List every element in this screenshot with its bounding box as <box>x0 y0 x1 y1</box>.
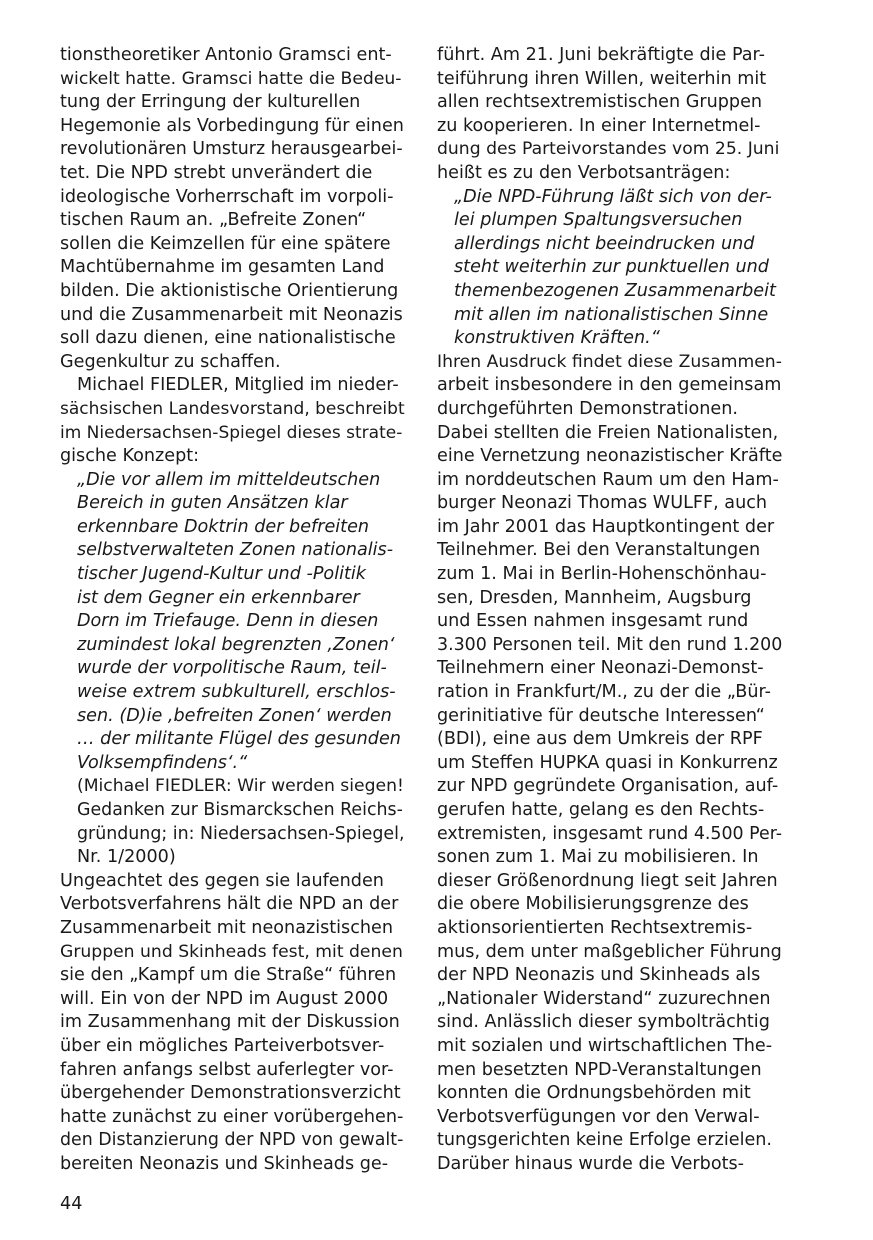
text-line: sonen zum 1. Mai zu mobilisieren. In <box>437 847 759 868</box>
text-line: will. Ein von der NPD im August 2000 <box>60 988 389 1009</box>
text-line: um Steffen HUPKA quasi in Konkurrenz <box>437 752 778 773</box>
text-line: Ihren Ausdruck findet diese Zusammen- <box>437 351 782 372</box>
text-line: zur NPD gegründete Organisation, auf- <box>437 776 779 797</box>
text-line: mus, dem unter maßgeblicher Führung <box>437 941 782 962</box>
text-line: übergehender Demonstrationsverzicht <box>60 1083 401 1104</box>
quote-line: erkennbare Doktrin der befreiten <box>77 516 370 537</box>
text-line: wickelt hatte. Gramsci hatte die Bedeu- <box>60 68 402 89</box>
text-line: Ungeachtet des gegen sie laufenden <box>60 870 384 891</box>
text-line: tet. Die NPD strebt unverändert die <box>60 162 373 183</box>
text-line: aktionsorientierten Rechtsextremis- <box>437 917 753 938</box>
quote-line: … der militante Flügel des gesunden <box>77 729 401 750</box>
text-line: revolutionären Umsturz herausgearbei- <box>60 139 403 160</box>
text-line: Verbotsverfahrens hält die NPD an der <box>60 894 399 915</box>
text-line: Verbotsverfügungen vor den Verwal- <box>437 1106 760 1127</box>
text-line: soll dazu dienen, eine nationalistische <box>60 328 396 349</box>
text-line: sächsischen Landesvorstand, beschreibt <box>60 398 405 419</box>
text-line: (Michael FIEDLER: Wir werden siegen! <box>77 776 404 797</box>
quote-line: zumindest lokal begrenzten ‚Zonen‘ <box>77 634 395 655</box>
text-line: gerufen hatte, gelang es den Rechts- <box>437 800 765 820</box>
text-line: burger Neonazi Thomas WULFF, auch <box>437 493 768 514</box>
text-line: Teilnehmer. Bei den Veranstaltungen <box>437 540 761 561</box>
quote-line: Dorn im Triefauge. Denn in diesen <box>77 611 379 632</box>
quote-line: lei plumpen Spaltungsversuchen <box>454 210 743 231</box>
text-line: und die Zusammenarbeit mit Neonazis <box>60 304 403 325</box>
text-line: (BDI), eine aus dem Umkreis der RPF <box>437 729 763 750</box>
text-line: gerinitiative für deutsche Interessen“ <box>437 705 765 726</box>
quote-line: selbstverwalteten Zonen nationalis- <box>77 540 394 561</box>
right-text-column <box>437 44 782 1177</box>
text-line: im Zusammenhang mit der Diskussion <box>60 1012 400 1033</box>
text-line: ration in Frankfurt/M., zu der die „Bür- <box>437 682 771 703</box>
text-line: im Niedersachsen-Spiegel dieses strate- <box>60 422 403 443</box>
text-line: Nr. 1/2000) <box>77 847 176 868</box>
quote-line: tischer Jugend-Kultur und -Politik <box>77 564 366 585</box>
quote-line: weise extrem subkulturell, erschlos- <box>77 682 396 703</box>
text-line: dieser Größenordnung liegt seit Jahren <box>437 870 778 891</box>
text-line: Hegemonie als Vorbedingung für einen <box>60 115 404 136</box>
text-line: gründung; in: Niedersachsen-Spiegel, <box>77 823 405 844</box>
text-line: tung der Erringung der kulturellen <box>60 92 361 113</box>
text-line: der NPD Neonazis und Skinheads als <box>437 965 761 986</box>
quote-line: allerdings nicht beeindrucken und <box>454 233 755 254</box>
text-line: gische Konzept: <box>60 446 200 467</box>
text-line: konnten die Ordnungsbehörden mit <box>437 1083 751 1104</box>
quote-line: Bereich in guten Ansätzen klar <box>77 493 348 514</box>
text-line: Dabei stellten die Freien Nationalisten, <box>437 422 779 443</box>
quote-line: wurde der vorpolitische Raum, teil- <box>77 658 387 679</box>
text-line: sie den „Kampf um die Straße“ führen <box>60 965 397 986</box>
quote-line: Volksempfindens‘.“ <box>77 752 248 773</box>
text-line: Gegenkultur zu schaffen. <box>60 351 281 372</box>
text-line: den Distanzierung der NPD von gewalt- <box>60 1130 404 1151</box>
quote-line: themenbezogenen Zusammenarbeit <box>454 280 776 301</box>
text-line: im Jahr 2001 das Hauptkontingent der <box>437 516 775 537</box>
text-line: sollen die Keimzellen für eine spätere <box>60 233 391 254</box>
text-line: sind. Anlässlich dieser symbolträchtig <box>437 1012 770 1033</box>
text-line: sen, Dresden, Mannheim, Augsburg <box>437 587 752 608</box>
text-line: eine Vernetzung neonazistischer Kräfte <box>437 446 783 467</box>
text-line: hatte zunächst zu einer vorübergehen- <box>60 1106 404 1127</box>
text-line: fahren anfangs selbst auferlegter vor- <box>60 1059 394 1080</box>
text-line: tungsgerichten keine Erfolge erzielen. <box>437 1130 773 1151</box>
text-line: im norddeutschen Raum um den Ham- <box>437 469 779 490</box>
text-line: tionstheoretiker Antonio Gramsci ent- <box>60 45 392 65</box>
text-line: durchgeführten Demonstrationen. <box>437 398 738 419</box>
text-line: men besetzten NPD-Veranstaltungen <box>437 1059 762 1080</box>
text-line: Zusammenarbeit mit neonazistischen <box>60 917 394 938</box>
text-line: führt. Am 21. Juni bekräftigte die Par- <box>437 45 766 65</box>
text-line: bereiten Neonazis und Skinheads ge- <box>60 1153 389 1174</box>
text-line: Gedanken zur Bismarckschen Reichs- <box>77 800 403 820</box>
text-line: extremisten, insgesamt rund 4.500 Per- <box>437 823 783 844</box>
quote-line: „Die vor allem im mitteldeutschen <box>77 469 381 490</box>
text-line: tischen Raum an. „Befreite Zonen“ <box>60 210 367 231</box>
text-line: Michael FIEDLER, Mitglied im nieder- <box>77 375 399 396</box>
text-line: die obere Mobilisierungsgrenze des <box>437 894 749 915</box>
text-line: zu kooperieren. In einer Internetmel- <box>437 115 761 136</box>
text-line: zum 1. Mai in Berlin-Hohenschönhau- <box>437 564 767 585</box>
left-text-column <box>60 44 405 1177</box>
text-line: arbeit insbesondere in den gemeinsam <box>437 375 782 396</box>
text-line: Gruppen und Skinheads fest, mit denen <box>60 941 403 962</box>
quote-line: mit allen im nationalistischen Sinne <box>454 304 769 325</box>
text-line: über ein mögliches Parteiverbotsver- <box>60 1035 385 1056</box>
text-line: bilden. Die aktionistische Orientierung <box>60 280 399 301</box>
text-line: Darüber hinaus wurde die Verbots- <box>437 1153 745 1174</box>
text-line: allen rechtsextremistischen Gruppen <box>437 92 763 113</box>
quote-line: konstruktiven Kräften.“ <box>454 328 660 349</box>
quote-line: steht weiterhin zur punktuellen und <box>454 257 769 278</box>
text-line: Teilnehmern einer Neonazi-Demonst- <box>437 658 764 679</box>
quote-line: ist dem Gegner ein erkennbarer <box>77 587 360 608</box>
text-line: 3.300 Personen teil. Mit den rund 1.200 <box>437 634 783 655</box>
quote-line: sen. (D)ie ‚befreiten Zonen‘ werden <box>77 705 392 726</box>
quote-line: „Die NPD-Führung läßt sich von der- <box>454 186 772 207</box>
text-line: dung des Parteivorstandes vom 25. Juni <box>437 139 780 160</box>
page-number: 44 <box>60 1194 83 1214</box>
text-line: und Essen nahmen insgesamt rund <box>437 611 749 632</box>
text-line: „Nationaler Widerstand“ zuzurechnen <box>437 988 771 1009</box>
text-line: ideologische Vorherrschaft im vorpoli- <box>60 186 394 207</box>
text-line: Machtübernahme im gesamten Land <box>60 257 385 278</box>
text-line: heißt es zu den Verbotsanträgen: <box>437 162 731 183</box>
text-line: teiführung ihren Willen, weiterhin mit <box>437 68 767 89</box>
text-line: mit sozialen und wirtschaftlichen The- <box>437 1035 773 1056</box>
